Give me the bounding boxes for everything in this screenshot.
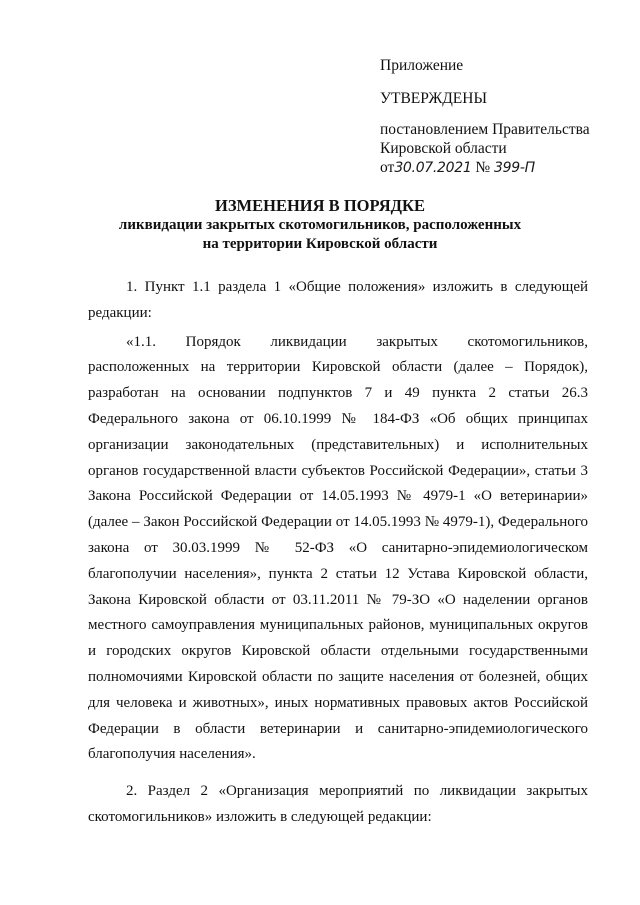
resolution-date-line — [380, 158, 630, 178]
document-body — [88, 275, 588, 831]
title-subheading-line-2: на территории Кировской области — [202, 236, 438, 252]
appendix-label: Приложение — [380, 57, 464, 74]
handwritten-number: 399-П — [494, 160, 535, 176]
paragraph-3: 2. Раздел 2 «Организация мероприятий по ликвидации закрытых скотомогильников» изложить в следующей редакции: — [88, 783, 588, 825]
approved-label: УТВЕРЖДЕНЫ — [380, 90, 487, 107]
resolution-line-1: постановлением Правительства — [380, 121, 590, 138]
paragraph-2: «1.1. Порядок ликвидации закрытых скотомогильников, расположенных на территории Кировской области (далее – Порядок), разработан на основании подпунктов 7 и 49 пункта 2 статьи 26.3 Федерального закона от 06.10.1999 № 184-ФЗ «Об общих принципах организации законодательных (представительных) и исполнительных органов государственной власти субъектов Российской Федерации», статьи 3 Закона Российской Федерации от 14.05.1993 № 4979-1 «О ветеринарии» (далее – Закон Российской Федерации от 14.05.1993 № 4979-1), Федерального закона от 30.03.1999 № 52-ФЗ «О санитарно-эпидемиологическом благополучии населения», пункта 2 статьи 12 Устава Кировской области, Закона Кировской области от 03.11.2011 № 79-ЗО «О наделении органов местного самоуправления муниципальных районов, муниципальных округов и городских округов Кировской области отдельными государственными полномочиями Кировской области по защите населения от болезней, общих для человека и животных», иных нормативных правовых актов Российской Федерации в области ветеринарии и санитарно-эпидемиологического благополучия населения». — [88, 333, 588, 763]
handwritten-date: 30.07.2021 — [394, 160, 472, 176]
title-subheading-line-1: ликвидации закрытых скотомогильников, расположенных — [118, 217, 522, 233]
date-prefix: от — [380, 159, 395, 176]
approval-block — [380, 56, 630, 178]
number-prefix: № — [475, 159, 491, 176]
resolution-line-2: Кировской области — [380, 140, 507, 157]
document-title — [60, 196, 580, 254]
paragraph-1: 1. Пункт 1.1 раздела 1 «Общие положения» изложить в следующей редакции: — [88, 279, 588, 321]
title-heading: ИЗМЕНЕНИЯ В ПОРЯДКЕ — [215, 196, 425, 215]
